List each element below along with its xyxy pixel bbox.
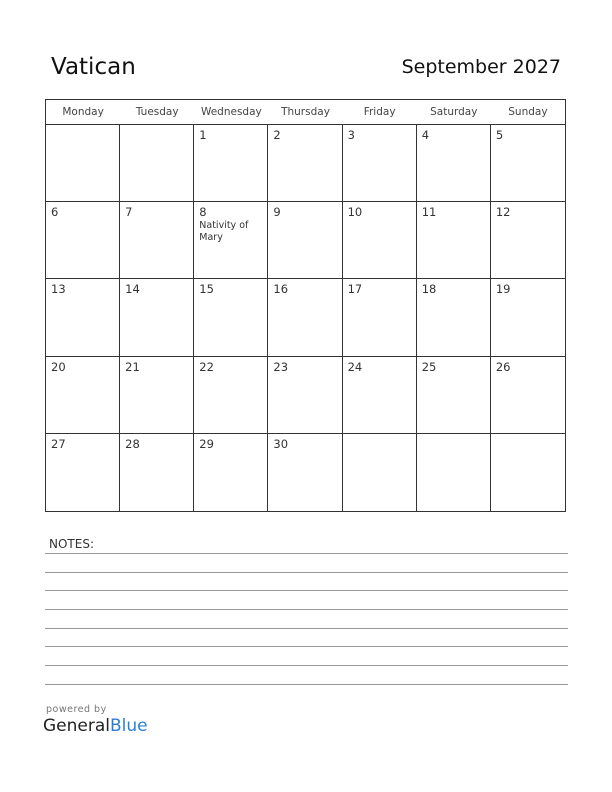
day-number: 6	[51, 205, 59, 220]
day-cell	[343, 357, 417, 434]
day-number: 21	[125, 359, 140, 374]
day-cell	[46, 125, 120, 202]
day-cell	[491, 357, 565, 434]
day-number: 24	[347, 359, 363, 374]
day-number: 5	[495, 128, 504, 142]
day-cell	[46, 434, 120, 511]
day-number: 14	[125, 282, 140, 297]
day-number: 28	[125, 436, 140, 451]
day-number: 26	[495, 359, 511, 374]
day-cell	[46, 202, 120, 279]
day-cell	[417, 434, 491, 511]
day-cell	[491, 434, 565, 511]
day-cell	[417, 202, 491, 279]
month-title: September 2027	[401, 56, 561, 78]
weekday-friday: Friday	[363, 106, 396, 118]
weekday-tuesday: Tuesday	[135, 106, 179, 118]
weekday-thursday: Thursday	[281, 106, 330, 118]
day-cell	[120, 357, 194, 434]
day-cell	[194, 279, 268, 356]
day-number: 29	[199, 436, 214, 451]
generalblue-logo	[43, 716, 148, 736]
day-cell	[268, 434, 342, 511]
notes-line	[45, 665, 568, 666]
day-cell	[268, 202, 342, 279]
day-cell	[46, 357, 120, 434]
day-number: 25	[421, 359, 437, 374]
day-number: 4	[421, 128, 430, 142]
day-number: 10	[347, 205, 363, 220]
day-number: 30	[273, 436, 289, 451]
day-cell	[194, 125, 268, 202]
day-cell	[268, 279, 342, 356]
notes-line	[45, 609, 568, 610]
day-cell	[194, 202, 268, 279]
day-number: 7	[125, 205, 133, 220]
day-number: 8	[199, 205, 207, 220]
day-number: 13	[51, 282, 66, 297]
powered-by-text: powered by	[46, 704, 107, 715]
day-cell	[343, 125, 417, 202]
day-cell	[120, 125, 194, 202]
weekday-header	[46, 100, 565, 125]
day-number: 3	[347, 128, 355, 142]
day-number: 20	[51, 359, 66, 374]
weekday-wednesday: Wednesday	[200, 106, 262, 118]
calendar-grid	[45, 99, 566, 512]
day-number: 16	[273, 282, 289, 297]
day-number: 12	[495, 205, 511, 220]
day-number: 23	[273, 359, 289, 374]
day-number: 17	[347, 282, 363, 297]
day-cell	[194, 357, 268, 434]
brand-general: General	[43, 716, 110, 736]
day-cell	[491, 125, 565, 202]
day-cell	[194, 434, 268, 511]
day-number: 18	[421, 282, 437, 297]
notes-line	[45, 628, 568, 629]
notes-line	[45, 590, 568, 591]
day-cell	[120, 434, 194, 511]
brand-blue: Blue	[110, 716, 148, 736]
day-cell	[491, 279, 565, 356]
day-number: 27	[51, 436, 66, 451]
day-number: 19	[495, 282, 511, 297]
notes-line	[45, 684, 568, 685]
day-cell	[120, 202, 194, 279]
day-cell	[46, 279, 120, 356]
notes-line	[45, 572, 568, 573]
day-number: 11	[421, 205, 437, 220]
day-number: 9	[273, 205, 281, 220]
day-number: 1	[199, 128, 207, 142]
day-cell	[417, 125, 491, 202]
day-cell	[343, 279, 417, 356]
day-cell	[268, 125, 342, 202]
day-number: 22	[199, 359, 214, 374]
day-number: 15	[199, 282, 214, 297]
day-cells	[46, 125, 565, 511]
day-cell	[491, 202, 565, 279]
day-cell	[120, 279, 194, 356]
day-cell	[417, 279, 491, 356]
notes-label: NOTES:	[49, 537, 94, 551]
day-cell	[268, 357, 342, 434]
country-title: Vatican	[51, 54, 136, 80]
notes-line	[45, 646, 568, 647]
holiday-label: Nativity of Mary	[199, 220, 249, 244]
day-cell	[417, 357, 491, 434]
day-cell	[343, 202, 417, 279]
weekday-saturday: Saturday	[430, 106, 478, 118]
weekday-sunday: Sunday	[508, 106, 548, 118]
day-cell	[343, 434, 417, 511]
notes-line	[45, 553, 568, 554]
day-number: 2	[273, 128, 281, 142]
weekday-monday: Monday	[62, 106, 104, 118]
